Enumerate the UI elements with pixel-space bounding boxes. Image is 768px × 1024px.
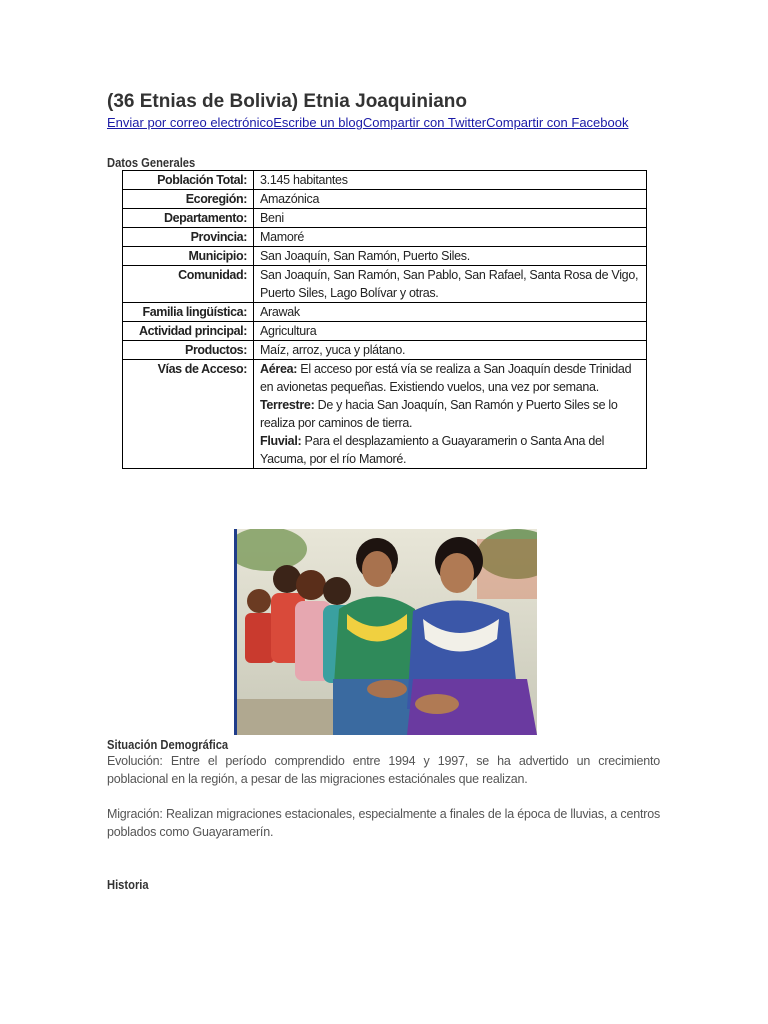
row-key: Actividad principal: [123,322,254,341]
table-row [123,209,647,228]
row-key: Familia lingüística: [123,303,254,322]
row-value: San Joaquín, San Ramón, Puerto Siles. [254,247,647,266]
table-row-vias [123,360,647,469]
fluvial-label: Fluvial: [260,434,302,448]
share-links [107,115,660,131]
row-key: Departamento: [123,209,254,228]
aerea-text: El acceso por está vía se realiza a San Joaquín desde Trinidad en avionetas pequeñas. Existiendo vuelos, una vez por semana. [260,362,632,394]
table-row [123,322,647,341]
row-key: Vías de Acceso: [123,360,254,469]
table-row [123,303,647,322]
row-key: Población Total: [123,171,254,190]
document-page [107,90,660,469]
datos-generales-heading: Datos Generales [107,155,196,170]
share-facebook-link[interactable]: Compartir con Facebook [486,115,629,130]
row-value: Agricultura [254,322,647,341]
page-title: (36 Etnias de Bolivia) Etnia Joaquiniano [107,91,468,112]
share-blog-link[interactable]: Escribe un blog [273,115,363,130]
photo-illustration [237,529,537,735]
fluvial-text: Para el desplazamiento a Guayaramerin o Santa Ana del Yacuma, por el río Mamoré. [260,434,605,466]
historia-heading: Historia [107,877,149,892]
terrestre-label: Terrestre: [260,398,315,412]
table-row [123,266,647,303]
evolucion-paragraph: Evolución: Entre el período comprendido entre 1994 y 1997, se ha advertido un crecimiento poblacional en la región, a pesar de las migraciones estaciónales que realizan. [107,754,660,786]
row-value: Beni [254,209,647,228]
share-email-link[interactable]: Enviar por correo electrónico [107,115,274,130]
terrestre-text: De y hacia San Joaquín, San Ramón y Puerto Siles se lo realiza por caminos de tierra. [260,398,618,430]
row-value: Mamoré [254,228,647,247]
aerea-label: Aérea: [260,362,298,376]
row-value: Arawak [254,303,647,322]
row-value: Maíz, arroz, yuca y plátano. [254,341,647,360]
table-row [123,247,647,266]
situacion-demografica-heading: Situación Demográfica [107,737,229,752]
situacion-demografica-section [107,737,660,841]
row-value: San Joaquín, San Ramón, San Pablo, San Rafael, Santa Rosa de Vigo, Puerto Siles, Lago Bolívar y otras. [254,266,647,303]
row-value: Amazónica [254,190,647,209]
vias-value [254,360,647,469]
row-key: Productos: [123,341,254,360]
table-row [123,190,647,209]
row-value: 3.145 habitantes [254,171,647,190]
row-key: Ecoregión: [123,190,254,209]
datos-generales-table [122,170,647,469]
row-key: Municipio: [123,247,254,266]
row-key: Provincia: [123,228,254,247]
table-row [123,341,647,360]
table-row [123,228,647,247]
migracion-paragraph: Migración: Realizan migraciones estacionales, especialmente a finales de la época de lluvias, a centros poblados como Guayaramerín. [107,807,660,839]
table-row [123,171,647,190]
joaquiniano-photo [234,529,537,735]
share-twitter-link[interactable]: Compartir con Twitter [362,115,487,130]
row-key: Comunidad: [123,266,254,303]
